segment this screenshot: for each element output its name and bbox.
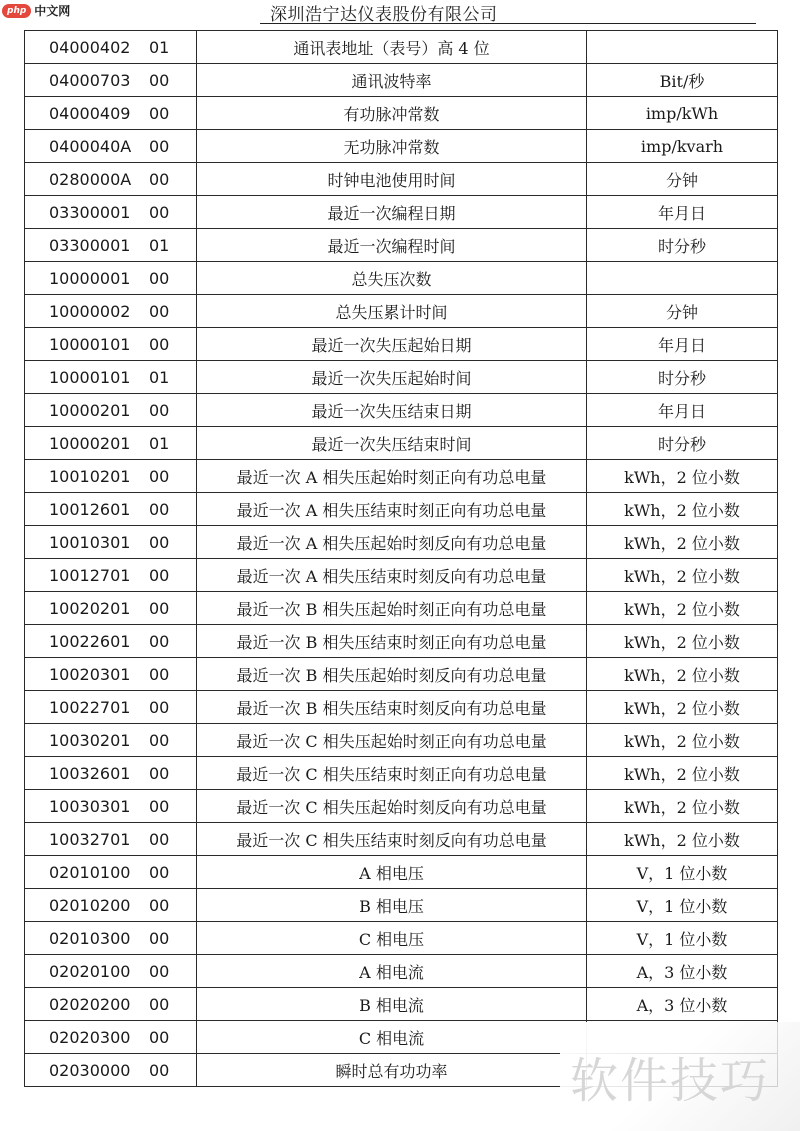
identifier-sub: 00 <box>149 796 170 816</box>
identifier-cell <box>25 427 197 460</box>
identifier-code: 10030201 <box>49 730 131 750</box>
identifier-sub: 00 <box>149 598 170 618</box>
table-row <box>25 724 778 757</box>
table-row <box>25 691 778 724</box>
identifier-sub: 00 <box>149 730 170 750</box>
table-row <box>25 823 778 856</box>
item-name-cell: 最近一次 B 相失压起始时刻反向有功总电量 <box>197 658 587 691</box>
identifier-cell <box>25 922 197 955</box>
identifier-code: 10000201 <box>49 400 131 420</box>
unit-cell <box>587 262 778 295</box>
item-name-cell: 总失压累计时间 <box>197 295 587 328</box>
unit-cell: kWh，2 位小数 <box>587 526 778 559</box>
identifier-code: 10000101 <box>49 367 131 387</box>
identifier-cell <box>25 889 197 922</box>
identifier-sub: 00 <box>149 1060 170 1080</box>
item-name-cell: B 相电流 <box>197 988 587 1021</box>
unit-cell: kWh，2 位小数 <box>587 493 778 526</box>
item-name-cell: 最近一次失压结束日期 <box>197 394 587 427</box>
unit-cell: kWh，2 位小数 <box>587 625 778 658</box>
table-row <box>25 328 778 361</box>
identifier-cell <box>25 757 197 790</box>
identifier-code: 03300001 <box>49 202 131 222</box>
item-name-cell: 最近一次 A 相失压结束时刻正向有功总电量 <box>197 493 587 526</box>
data-identifier-table <box>24 30 778 1087</box>
table-row <box>25 130 778 163</box>
identifier-cell <box>25 724 197 757</box>
identifier-cell <box>25 97 197 130</box>
identifier-code: 02010200 <box>49 895 131 915</box>
identifier-sub: 00 <box>149 400 170 420</box>
table-row <box>25 988 778 1021</box>
identifier-cell <box>25 31 197 64</box>
item-name-cell: B 相电压 <box>197 889 587 922</box>
identifier-sub: 00 <box>149 334 170 354</box>
identifier-sub: 00 <box>149 763 170 783</box>
item-name-cell: 有功脉冲常数 <box>197 97 587 130</box>
item-name-cell: 最近一次 C 相失压结束时刻正向有功总电量 <box>197 757 587 790</box>
item-name-cell: A 相电压 <box>197 856 587 889</box>
identifier-sub: 00 <box>149 301 170 321</box>
table-row <box>25 922 778 955</box>
unit-cell: 年月日 <box>587 328 778 361</box>
item-name-cell: 最近一次失压起始时间 <box>197 361 587 394</box>
identifier-sub: 00 <box>149 268 170 288</box>
table-row <box>25 427 778 460</box>
item-name-cell: 通讯波特率 <box>197 64 587 97</box>
watermark <box>560 1022 800 1131</box>
identifier-sub: 00 <box>149 961 170 981</box>
item-name-cell: 最近一次 C 相失压结束时刻反向有功总电量 <box>197 823 587 856</box>
item-name-cell: 最近一次失压结束时间 <box>197 427 587 460</box>
unit-cell: A，3 位小数 <box>587 955 778 988</box>
identifier-cell <box>25 526 197 559</box>
unit-cell: 分钟 <box>587 163 778 196</box>
item-name-cell: 通讯表地址（表号）高 4 位 <box>197 31 587 64</box>
identifier-sub: 00 <box>149 928 170 948</box>
identifier-cell <box>25 955 197 988</box>
item-name-cell: C 相电压 <box>197 922 587 955</box>
identifier-cell <box>25 163 197 196</box>
item-name-cell: 最近一次 B 相失压起始时刻正向有功总电量 <box>197 592 587 625</box>
identifier-cell <box>25 361 197 394</box>
item-name-cell: 最近一次 B 相失压结束时刻反向有功总电量 <box>197 691 587 724</box>
identifier-sub: 00 <box>149 532 170 552</box>
identifier-code: 10000201 <box>49 433 131 453</box>
unit-cell: 年月日 <box>587 196 778 229</box>
watermark-text: 软件技巧 <box>570 1053 771 1109</box>
unit-cell: kWh，2 位小数 <box>587 559 778 592</box>
logo-badge: php <box>2 4 31 18</box>
table-row <box>25 790 778 823</box>
identifier-sub: 00 <box>149 70 170 90</box>
table-row <box>25 856 778 889</box>
identifier-code: 10030301 <box>49 796 131 816</box>
item-name-cell: 最近一次 C 相失压起始时刻正向有功总电量 <box>197 724 587 757</box>
unit-cell: 年月日 <box>587 394 778 427</box>
identifier-code: 10020201 <box>49 598 131 618</box>
identifier-cell <box>25 592 197 625</box>
identifier-sub: 00 <box>149 499 170 519</box>
unit-cell: kWh，2 位小数 <box>587 460 778 493</box>
unit-cell <box>587 31 778 64</box>
unit-cell: V，1 位小数 <box>587 889 778 922</box>
identifier-sub: 00 <box>149 994 170 1014</box>
identifier-cell <box>25 823 197 856</box>
identifier-code: 10012601 <box>49 499 131 519</box>
identifier-cell <box>25 262 197 295</box>
identifier-sub: 01 <box>149 367 170 387</box>
item-name-cell: 总失压次数 <box>197 262 587 295</box>
identifier-code: 02020200 <box>49 994 131 1014</box>
identifier-code: 03300001 <box>49 235 131 255</box>
identifier-cell <box>25 64 197 97</box>
identifier-sub: 00 <box>149 169 170 189</box>
identifier-code: 10000002 <box>49 301 131 321</box>
table-row <box>25 394 778 427</box>
identifier-cell <box>25 1054 197 1087</box>
identifier-cell <box>25 1021 197 1054</box>
table-row <box>25 559 778 592</box>
table-row <box>25 163 778 196</box>
table-row <box>25 97 778 130</box>
unit-cell: 时分秒 <box>587 361 778 394</box>
identifier-cell <box>25 130 197 163</box>
unit-cell: Bit/秒 <box>587 64 778 97</box>
identifier-cell <box>25 988 197 1021</box>
identifier-code: 04000409 <box>49 103 131 123</box>
table-row <box>25 196 778 229</box>
item-name-cell: 最近一次 A 相失压结束时刻反向有功总电量 <box>197 559 587 592</box>
identifier-cell <box>25 328 197 361</box>
identifier-code: 02020300 <box>49 1027 131 1047</box>
identifier-sub: 00 <box>149 697 170 717</box>
identifier-code: 0280000A <box>49 169 132 189</box>
item-name-cell: C 相电流 <box>197 1021 587 1054</box>
identifier-code: 10032701 <box>49 829 131 849</box>
identifier-sub: 00 <box>149 829 170 849</box>
table-row <box>25 31 778 64</box>
unit-cell: imp/kvarh <box>587 130 778 163</box>
identifier-cell <box>25 625 197 658</box>
table-body <box>25 31 778 1087</box>
item-name-cell: 最近一次 A 相失压起始时刻反向有功总电量 <box>197 526 587 559</box>
identifier-cell <box>25 229 197 262</box>
unit-cell: 时分秒 <box>587 427 778 460</box>
identifier-code: 10000001 <box>49 268 131 288</box>
logo-text: 中文网 <box>34 4 71 18</box>
identifier-sub: 00 <box>149 136 170 156</box>
unit-cell: kWh，2 位小数 <box>587 691 778 724</box>
identifier-cell <box>25 790 197 823</box>
identifier-code: 10010201 <box>49 466 131 486</box>
identifier-sub: 00 <box>149 103 170 123</box>
table-row <box>25 658 778 691</box>
identifier-code: 02020100 <box>49 961 131 981</box>
table-row <box>25 64 778 97</box>
identifier-sub: 01 <box>149 433 170 453</box>
identifier-cell <box>25 196 197 229</box>
identifier-code: 02010300 <box>49 928 131 948</box>
identifier-cell <box>25 295 197 328</box>
identifier-sub: 00 <box>149 1027 170 1047</box>
item-name-cell: 时钟电池使用时间 <box>197 163 587 196</box>
unit-cell: A，3 位小数 <box>587 988 778 1021</box>
unit-cell: kWh，2 位小数 <box>587 724 778 757</box>
unit-cell: kWh，2 位小数 <box>587 658 778 691</box>
identifier-code: 10022701 <box>49 697 131 717</box>
item-name-cell: 瞬时总有功功率 <box>197 1054 587 1087</box>
header-rule <box>260 23 756 24</box>
identifier-sub: 01 <box>149 37 170 57</box>
item-name-cell: 最近一次 A 相失压起始时刻正向有功总电量 <box>197 460 587 493</box>
identifier-code: 10022601 <box>49 631 131 651</box>
identifier-code: 02010100 <box>49 862 131 882</box>
identifier-code: 02030000 <box>49 1060 131 1080</box>
table-row <box>25 229 778 262</box>
identifier-sub: 00 <box>149 631 170 651</box>
item-name-cell: 最近一次 C 相失压起始时刻反向有功总电量 <box>197 790 587 823</box>
identifier-cell <box>25 691 197 724</box>
unit-cell: V，1 位小数 <box>587 856 778 889</box>
unit-cell: kWh，2 位小数 <box>587 823 778 856</box>
identifier-code: 10012701 <box>49 565 131 585</box>
identifier-code: 0400040A <box>49 136 132 156</box>
item-name-cell: 最近一次失压起始日期 <box>197 328 587 361</box>
table-row <box>25 460 778 493</box>
identifier-code: 10020301 <box>49 664 131 684</box>
identifier-cell <box>25 658 197 691</box>
item-name-cell: 最近一次 B 相失压结束时刻正向有功总电量 <box>197 625 587 658</box>
unit-cell: V，1 位小数 <box>587 922 778 955</box>
identifier-sub: 00 <box>149 895 170 915</box>
identifier-sub: 00 <box>149 862 170 882</box>
identifier-code: 10010301 <box>49 532 131 552</box>
unit-cell: kWh，2 位小数 <box>587 757 778 790</box>
site-logo <box>2 2 70 19</box>
identifier-sub: 00 <box>149 565 170 585</box>
identifier-sub: 00 <box>149 202 170 222</box>
table-row <box>25 955 778 988</box>
company-name: 深圳浩宁达仪表股份有限公司 <box>270 5 498 25</box>
unit-cell: 分钟 <box>587 295 778 328</box>
table-row <box>25 262 778 295</box>
identifier-cell <box>25 559 197 592</box>
identifier-cell <box>25 394 197 427</box>
table-row <box>25 361 778 394</box>
identifier-code: 10000101 <box>49 334 131 354</box>
identifier-sub: 00 <box>149 466 170 486</box>
item-name-cell: 最近一次编程日期 <box>197 196 587 229</box>
table-row <box>25 757 778 790</box>
item-name-cell: 无功脉冲常数 <box>197 130 587 163</box>
unit-cell: imp/kWh <box>587 97 778 130</box>
identifier-code: 10032601 <box>49 763 131 783</box>
item-name-cell: A 相电流 <box>197 955 587 988</box>
unit-cell: kWh，2 位小数 <box>587 790 778 823</box>
table-row <box>25 493 778 526</box>
table-row <box>25 889 778 922</box>
identifier-cell <box>25 493 197 526</box>
identifier-cell <box>25 856 197 889</box>
unit-cell: 时分秒 <box>587 229 778 262</box>
table-row <box>25 295 778 328</box>
table-row <box>25 526 778 559</box>
identifier-cell <box>25 460 197 493</box>
unit-cell: kWh，2 位小数 <box>587 592 778 625</box>
identifier-sub: 01 <box>149 235 170 255</box>
table-row <box>25 625 778 658</box>
identifier-code: 04000402 <box>49 37 131 57</box>
identifier-code: 04000703 <box>49 70 131 90</box>
identifier-sub: 00 <box>149 664 170 684</box>
table-row <box>25 592 778 625</box>
item-name-cell: 最近一次编程时间 <box>197 229 587 262</box>
